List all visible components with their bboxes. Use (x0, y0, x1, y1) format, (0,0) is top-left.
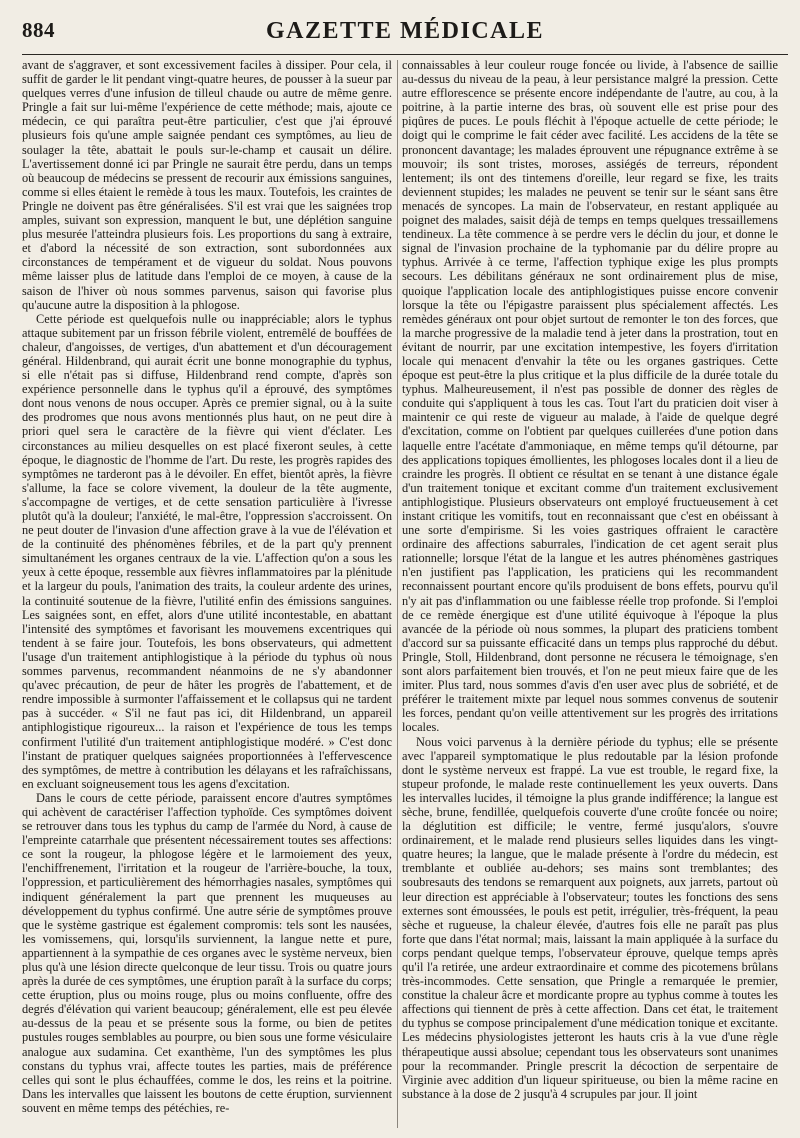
right-column (402, 58, 778, 1128)
column-divider (397, 60, 398, 1128)
left-paragraph-3: Dans le cours de cette période, paraissent encore d'autres symptômes qui achèvent de caractériser l'affection typhoïde. Ces symptômes doivent se retrouver dans tous les typhus du camp de l'armée du Nord, à cause de l'empreinte catarrhale que présentent nécessairement toutes ses affections: ce sont la rougeur, la phlogose légère et le larmoiement des yeux, l'enchiffrenement, l'irritation et la rougeur de l'arrière-bouche, la toux, l'oppression, et particulièrement des hémorrhagies nasales, symptômes qui indiquent généralement la part que prennent les muqueuses au développement du typhus confirmé. Une autre série de symptômes prouve que le système gastrique est également compromis: tels sont les nausées, les vomissemens, qui, lorsqu'ils surviennent, la langue nette et pure, appartiennent à la sympathie de ces organes avec le système nerveux, bien plus qu'à une lésion directe quelconque de leur tissu. Trois ou quatre jours après la durée de ces symptômes, une éruption paraît à la surface du corps; cette éruption, plus ou moins rouge, plus ou moins confluente, offre des degrés d'élévation qui varient beaucoup; généralement, elle est peu élevée au-dessus de la peau et se présente sous la forme, ou bien de petites pustules rouges semblables au pourpre, ou bien sous une forme vésiculaire analogue aux sudamina. Cet exanthème, l'un des symptômes les plus constans du typhus vrai, affecte toutes les parties, mais de préférence celles qui sont le plus échauffées, comme le dos, les reins et la poitrine. Dans les intervalles que laissent les boutons de cette éruption, surviennent souvent en même temps des pétéchies, re- (22, 790, 392, 1115)
left-paragraph-2: Cette période est quelquefois nulle ou inappréciable; alors le typhus attaque subitement par un frisson fébrile violent, entremêlé de bouffées de chaleur, d'angoisses, de vertiges, d'un abattement et d'un découragement général. Hildenbrand, qui aurait écrit une bonne monographie du typhus, si elle n'était pas si diffuse, Hildenbrand rend compte, d'après son expérience personnelle dans le typhus qu'il a éprouvé, des symptômes dont nous venons de nous occuper. Après ce premier signal, ou à la suite des prodromes que nous avons mentionnés plus haut, on ne peut dire à priori quel sera le caractère de la fièvre qui vient d'éclater. Les circonstances au milieu desquelles on est placé fixeront seules, à cette époque, le diagnostic de l'homme de l'art. Du reste, les progrès rapides des symptômes ne tarderont pas à le dévoiler. En effet, bientôt après, la fièvre s'allume, la face se colore vivement, la douleur de la tête augmente, s'accompagne de vertiges, et de cette sensation particulière à l'ivresse plutôt qu'à la douleur; l'anxiété, le mal-être, l'oppression s'accroissent. On ne peut douter de l'invasion d'une affection grave à la vue de l'élévation et de la continuité des phénomènes fébriles, et de la part qu'y prennent simultanément les organes centraux de la vie. L'affection qu'on a sous les yeux à cette époque, ressemble aux fièvres inflammatoires par la plénitude et la largeur du pouls, l'animation des traits, la couleur ardente des urines, la continuité soutenue de la fièvre, l'utilité enfin des émissions sanguines. Les saignées sont, en effet, alors d'une utilité incontestable, en abattant l'intensité des symptômes et favorisant les mouvemens excentriques qui tendent à se faire jour. Toutefois, les bons observateurs, qui admettent l'usage d'un traitement antiphlogistique à la période du typhus où nous sommes parvenus, recommandent néanmoins de ne s'y abandonner qu'avec précaution, de peur de hâter les progrès de l'abattement, et de rendre impossible à surmonter l'affaissement et le collapsus qui ne tardent pas à succéder. « S'il ne faut pas ici, dit Hildenbrand, un appareil antiphlogistique rigoureux... la raison et l'expérience de tous les temps confirment l'utilité d'un traitement antiphlogistique modéré. » C'est donc l'instant de pratiquer quelques saignées proportionnées à l'effervescence des symptômes, de mettre à contribution les délayans et les rafraîchissans, en excluant soigneusement tous les agens d'excitation. (22, 311, 392, 791)
right-paragraph-1: connaissables à leur couleur rouge foncée ou livide, à l'absence de saillie au-dessus du niveau de la peau, à leur persistance malgré la pression. Cette autre efflorescence se présente encore indépendante de l'autre, au cou, à la poitrine, à la partie interne des bras, où souvent elle est prise pour des piqûres de puces. Le pouls fléchit à l'époque actuelle de cette période; le doigt qui le comprime le fait céder avec facilité. Les accidens de la tête se prononcent davantage; les malades éprouvent une répugnance extrême à se mouvoir; ils sont tristes, moroses, assiégés de terreurs, répondent lentement; ils ont des tintemens d'oreille, leur regard se fixe, les traits deviennent stupides; les malades ne peuvent se tenir sur le séant sans être menacés de syncopes. La main de l'observateur, en restant appliquée au poignet des malades, saisit déjà de temps en temps quelques tressaillemens tendineux. La tête commence à se perdre vers le déclin du jour, et donne le signal de l'invasion prochaine de la typhomanie par du délire propre au typhus. Arrivée à ce terme, l'affection typhique exige les plus prompts secours. Les débilitans généraux ne sont ordinairement plus de mise, quoique l'application locale des antiphlogistiques puisse encore convenir lorsque la tête ou l'épigastre paraissent plus spécialement affectés. Les remèdes généraux ont pour objet surtout de remonter le ton des forces, que la marche progressive de la maladie tend à jeter dans la prostration, tout en évitant de nourrir, par une excitation intempestive, les foyers d'irritation locale qui menacent d'envahir la tête ou les organes gastriques. Cette époque est peut-être la plus critique et la plus difficile de la durée totale du typhus. Malheureusement, il n'est pas possible de donner des règles de conduite qui s'appliquent à tous les cas. Tout l'art du praticien doit viser à maintenir ce qui reste de vigueur au malade, à l'aide de quelque degré d'excitation, comme on l'obtient par quelques cuillerées d'une potion dans laquelle entre l'acétate d'ammoniaque, en même temps qu'il détourne, par des applications topiques émollientes, les phlogoses locales dont il a lieu de craindre les progrès. Il obtient ce résultat en se tenant à une distance égale d'un traitement tonique et excitant comme d'un traitement exclusivement antiphlogistique. Plusieurs observateurs ont employé fructueusement à cet instant critique les vomitifs, tout en reconnaissant que c'est en obéissant à une sorte d'empirisme. Si les voies gastriques offraient le caractère ordinaire des affections saburrales, l'indication de cet agent serait plus rationnelle; lorsque l'état de la langue et les autres phénomènes gastriques n'en justifient pas l'application, les praticiens qui les recommandent reconnaissent pourtant encore qu'ils produisent de bons effets, pourvu qu'il n'y ait pas d'inflammation ou une faiblesse réelle trop profonde. Si l'emploi de ce remède énergique est d'une utilité équivoque à l'époque la plus avancée de la période où nous sommes, la plupart des praticiens tombent d'accord sur sa puissante efficacité dans un temps plus rapproché du début. Pringle, Stoll, Hildenbrand, dont personne ne récusera le témoignage, s'en sont alors parfaitement bien trouvés, et l'on ne peut mieux faire que de les imiter. Plus tard, nous sommes d'avis d'en user avec plus de sobriété, et de préférer le traitement mixte par lequel nous sommes convenus de soutenir les forces, pendant qu'on veille attentivement sur les progrès des irritations locales. (402, 58, 778, 735)
right-paragraph-2: Nous voici parvenus à la dernière période du typhus; elle se présente avec l'appareil symptomatique le plus redoutable par la lésion profonde dont le système nerveux est frappé. La vue est trouble, le regard fixe, la stupeur profonde, le malade reste continuellement les yeux ouverts. Dans les intervalles lucides, il témoigne la plus grande indifférence; la langue est sèche, brune, fendillée, quelquefois couverte d'une croûte foncée ou noire; la déglutition est difficile; le ventre, fermé jusqu'alors, s'ouvre ordinairement, et le malade rend plusieurs selles liquides dans les vingt-quatre heures; la langue, que le malade présente à l'ordre du médecin, est tremblante et oubliée au-dehors; ses mains sont tremblantes; des soubresauts des tendons se remarquent aux poignets, aux jarrets, partout où leur direction est appréciable à l'observateur; toutes les fonctions des sens externes sont émoussées, le pouls est petit, irrégulier, très-fréquent, la peau sèche et rugueuse, la chaleur élevée, d'autres fois elle ne paraît pas plus forte que dans l'état normal; mais, laissant la main appliquée à la surface du corps pendant quelque temps, l'observateur éprouve, quelque temps après qu'il l'a retirée, une ardeur extraordinaire et comme des picotemens brûlans très-incommodes. Cette sensation, que Pringle a remarquée le premier, constitue la chaleur âcre et mordicante propre au typhus comme à toutes les affections qui tiennent de près à cette affection. Dans cet état, le traitement du typhus se compose principalement d'une médication tonique et excitante. Les médecins physiologistes jetteront les hauts cris à la vue d'une règle thérapeutique aussi absolue; cependant tous les observateurs sont unanimes pour la recommander. Pringle prescrit la décoction de serpentaire de Virginie avec addition d'un liqueur spiritueuse, ou bien la même racine en substance à la dose de 2 jusqu'à 4 scrupules par jour. Il joint (402, 734, 778, 1101)
left-paragraph-1: avant de s'aggraver, et sont excessivement faciles à dissiper. Pour cela, il suffit de garder le lit pendant vingt-quatre heures, de pousser à la sueur par quelques verres d'une infusion de tilleul chaude ou autre de même genre. Pringle a fait sur lui-même l'expérience de cette méthode; mais, ajoute ce médecin, ce qui paraîtra peut-être particulier, c'est que j'ai éprouvé plusieurs fois qu'une ample saignée pendant ces symptômes, au lieu de soulager la tête, abattait le pouls sur-le-champ et causait un délire. L'avertissement donné ici par Pringle ne saurait être perdu, dans un temps où beaucoup de médecins se pressent de recourir aux émissions sanguines, comme si elles étaient le remède à tous les maux. Toutefois, les craintes de Pringle ne doivent pas être généralisées. S'il est vrai que les saignées trop amples, suivant son expression, manquent le but, une déplétion sanguine plus mesurée l'atteindra plusieurs fois. Les proportions du sang à extraire, et d'abord la nécessité de son extraction, sont subordonnées aux circonstances de tempérament et de vigueur du soldat. Nous pouvons même laisser plus de latitude dans l'emploi de ce moyen, à cause de la saison de l'hiver où nous sommes parvenus, saison qui favorise plus qu'aucune autre la disposition à la phlogose. (22, 58, 392, 312)
journal-title: GAZETTE MÉDICALE (265, 18, 545, 44)
page-header (22, 14, 788, 55)
page-number: 884 (22, 18, 55, 42)
left-column (22, 58, 392, 1128)
